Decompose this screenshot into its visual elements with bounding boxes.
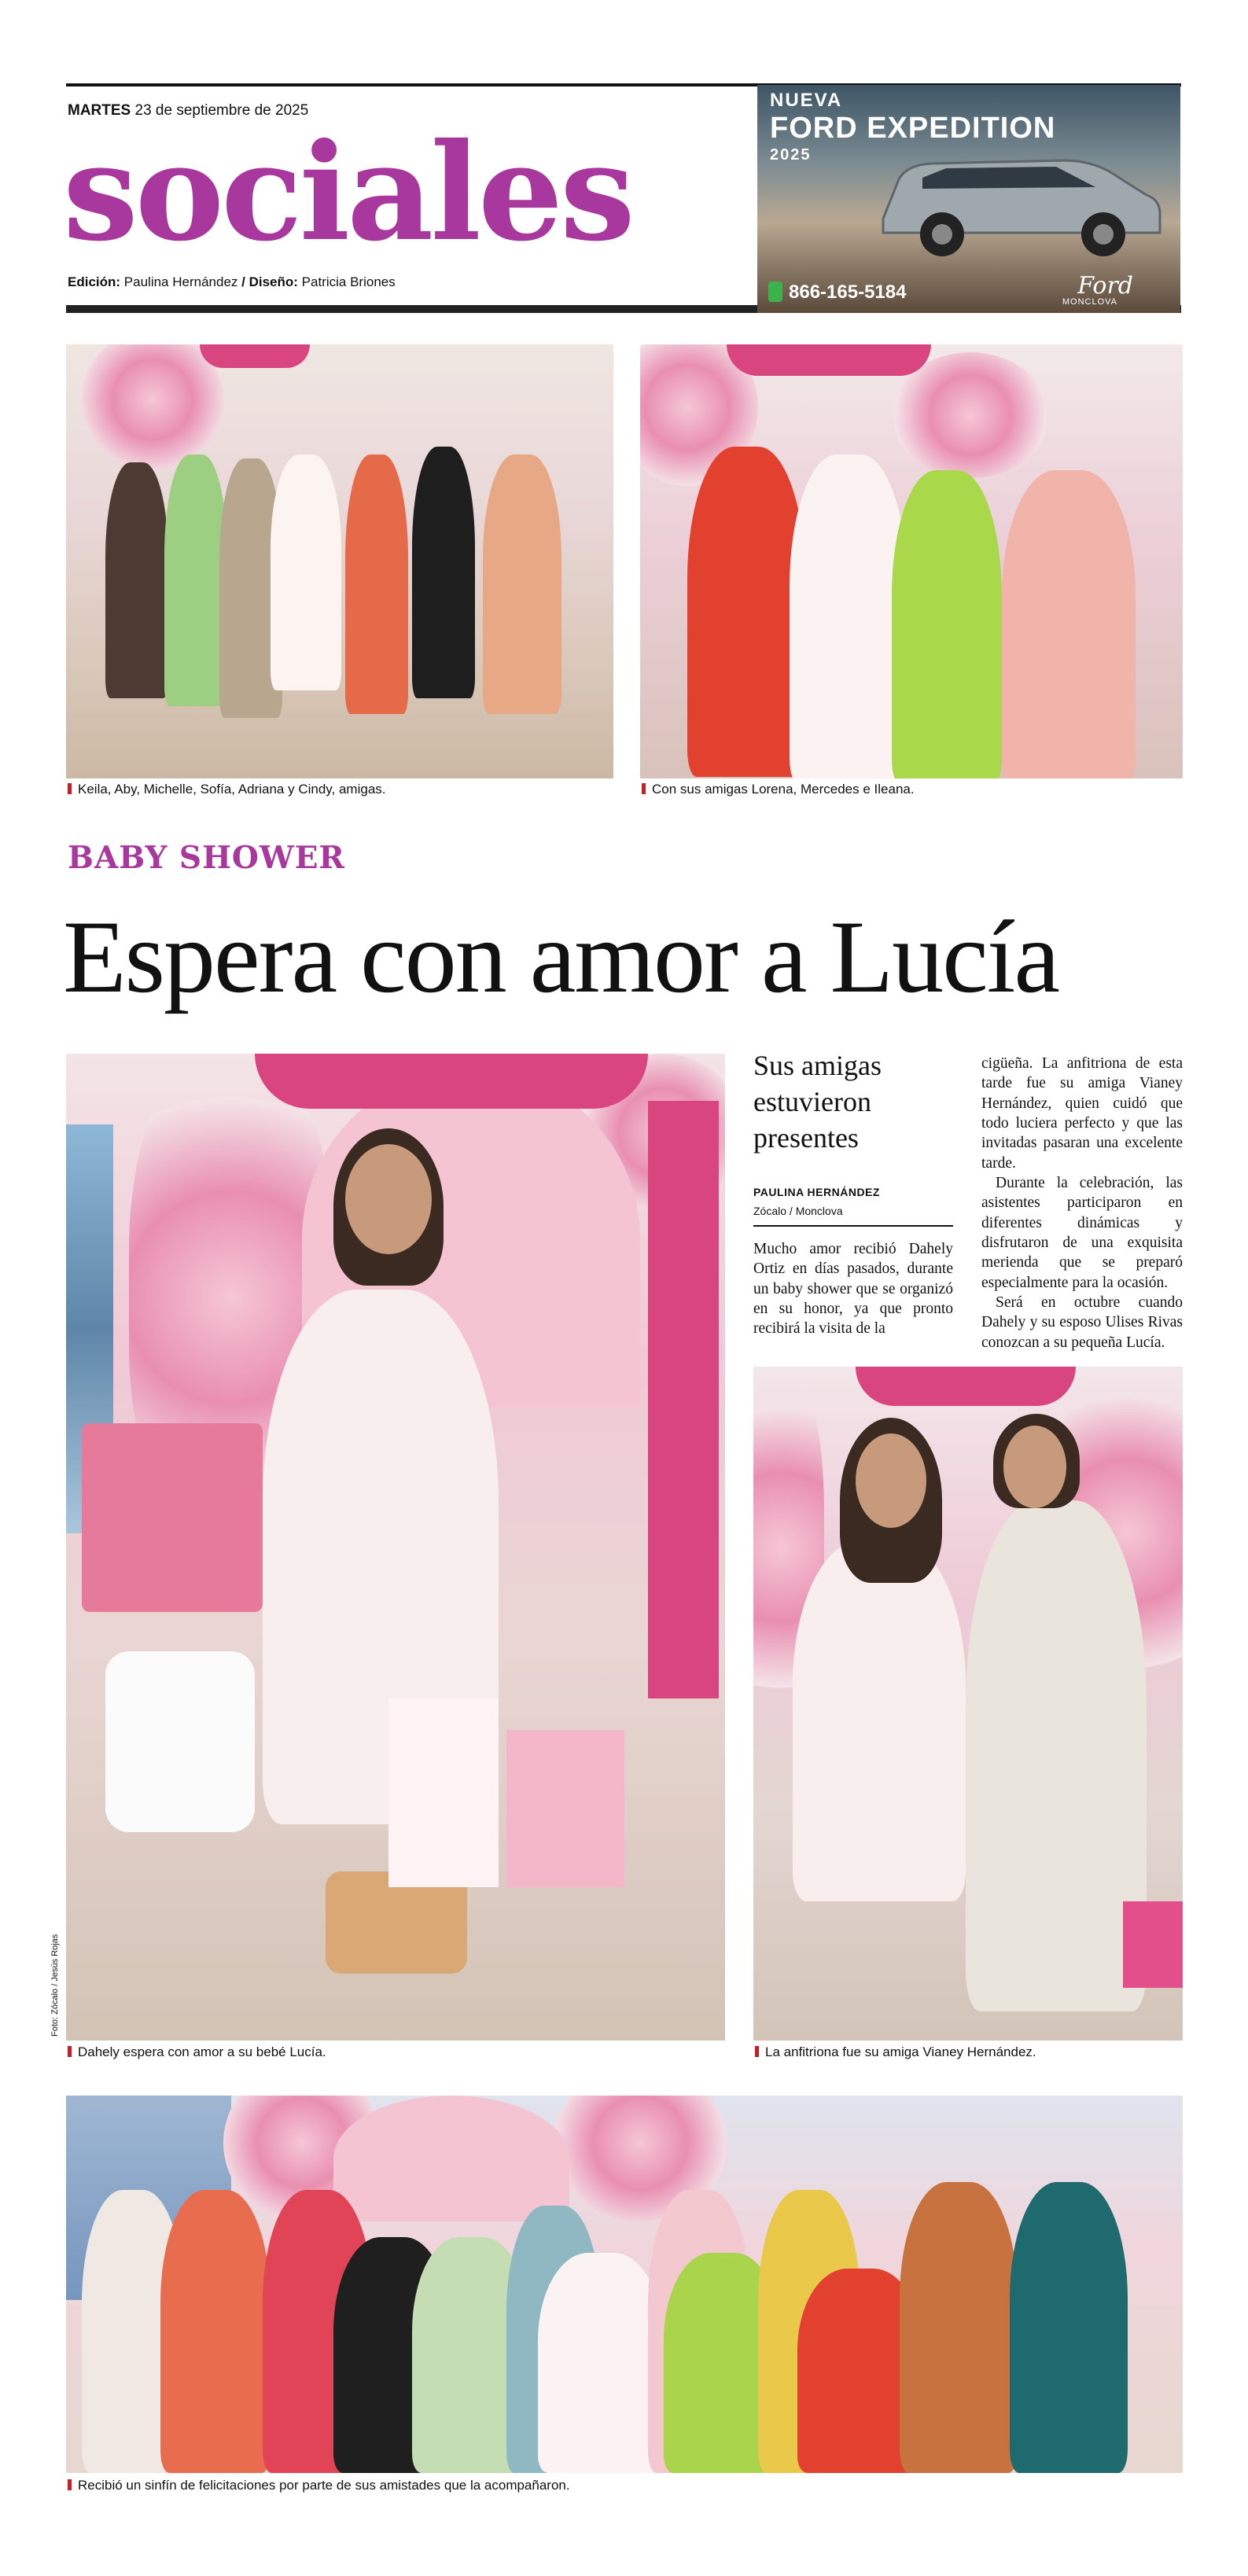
caption-photo-2: Con sus amigas Lorena, Mercedes e Ileana. [642,782,915,797]
article-author: PAULINA HERNÁNDEZ [753,1186,880,1198]
person [790,454,907,778]
edition-label: Edición: [68,274,121,289]
caption-photo-1: Keila, Aby, Michelle, Sofía, Adriana y Cindy, amigas. [68,782,386,797]
caption-photo-main: Dahely espera con amor a su bebé Lucía. [68,2044,326,2060]
issue-date-text: 23 de septiembre de 2025 [134,102,309,119]
article-subhead: Sus amigas estuvieron presentes [753,1050,882,1154]
article-paragraph: Será en octubre cuando Dahely y su esposo Ulises Rivas conozcan a su pequeña Lucía. [981,1294,1183,1351]
photo-friends-group-2 [640,344,1183,778]
edition-name: Paulina Hernández [123,274,238,289]
section-title: sociales [63,114,632,271]
person [687,447,805,777]
dahely-dress [793,1540,966,1901]
article-outlet: Zócalo / Monclova [753,1205,843,1217]
guest [538,2253,664,2473]
face [345,1144,432,1254]
arch-backdrop [333,2096,569,2221]
photo-friends-group-1 [66,344,613,778]
caption-photo-host: La anfitriona fue su amiga Vianey Hernández. [755,2044,1036,2060]
photo-all-guests [66,2096,1183,2473]
photo-main-dahely [66,1054,725,2041]
suv-illustration [867,132,1166,266]
ad-city: MONCLOVA [1062,297,1117,307]
article-paragraph: Mucho amor recibió Dahely Ortiz en días pasados, durante un baby shower que se organizó en su honor, ya que pronto recibirá la visita de la [753,1241,953,1338]
drape-decoration [255,1054,648,1109]
person [892,470,1002,778]
person [1002,470,1136,778]
face [856,1433,926,1528]
design-label: / Diseño: [241,274,298,289]
article-kicker: BABY SHOWER [68,840,345,876]
letter-b-decoration [105,1651,255,1832]
drape-decoration [856,1367,1076,1406]
guest [1010,2182,1128,2473]
gift-bag [1123,1901,1183,1988]
ad-phone: 866-165-5184 [789,282,907,303]
ford-logo: Ford [1077,272,1133,300]
drape-decoration [200,344,310,368]
ad-line-1: NUEVA [770,90,843,111]
issue-day: MARTES [68,102,131,119]
byline-rule [753,1225,953,1227]
guest [900,2182,1018,2473]
staff-credits [68,274,396,290]
design-name: Patricia Briones [301,274,396,289]
article-column-1 [753,1239,953,1339]
ford-advertisement[interactable] [757,85,1180,313]
article-paragraph: cigüeña. La anfitriona de esta tarde fue su amiga Vianey Hernández, quien cuidó que todo luciera perfecto y que las invitadas pasaran una excelente tarde. [981,1055,1183,1172]
person [271,454,341,690]
whatsapp-icon [768,282,782,302]
gift-bag [506,1730,624,1887]
face [1003,1426,1066,1508]
cake-table [82,1423,263,1612]
guest [160,2190,271,2473]
article-headline: Espera con amor a Lucía [63,899,1059,1014]
person [412,447,475,698]
flower-decoration [82,344,223,470]
drape-decoration [727,344,931,376]
photo-host-vianey [753,1367,1183,2041]
article-paragraph: Durante la celebración, las asistentes participaron en diferentes dinámicas y disfrutaron de una exquisita merienda que se preparó especialmente para la ocasión. [981,1175,1183,1291]
person [345,454,408,714]
person [105,462,168,698]
person [483,454,561,714]
vianey-outfit [966,1500,1147,2011]
ad-line-2: FORD EXPEDITION [770,112,1056,145]
gift-bag [388,1698,499,1887]
drape-decoration [648,1101,719,1698]
photo-credit: Foto: Zócalo / Jesús Rojas [50,1934,60,2037]
caption-photo-guests: Recibió un sinfín de felicitaciones por parte de sus amistades que la acompañaron. [68,2478,570,2493]
ad-line-3: 2025 [770,146,812,164]
person [164,454,227,706]
article-column-2 [981,1054,1183,1352]
